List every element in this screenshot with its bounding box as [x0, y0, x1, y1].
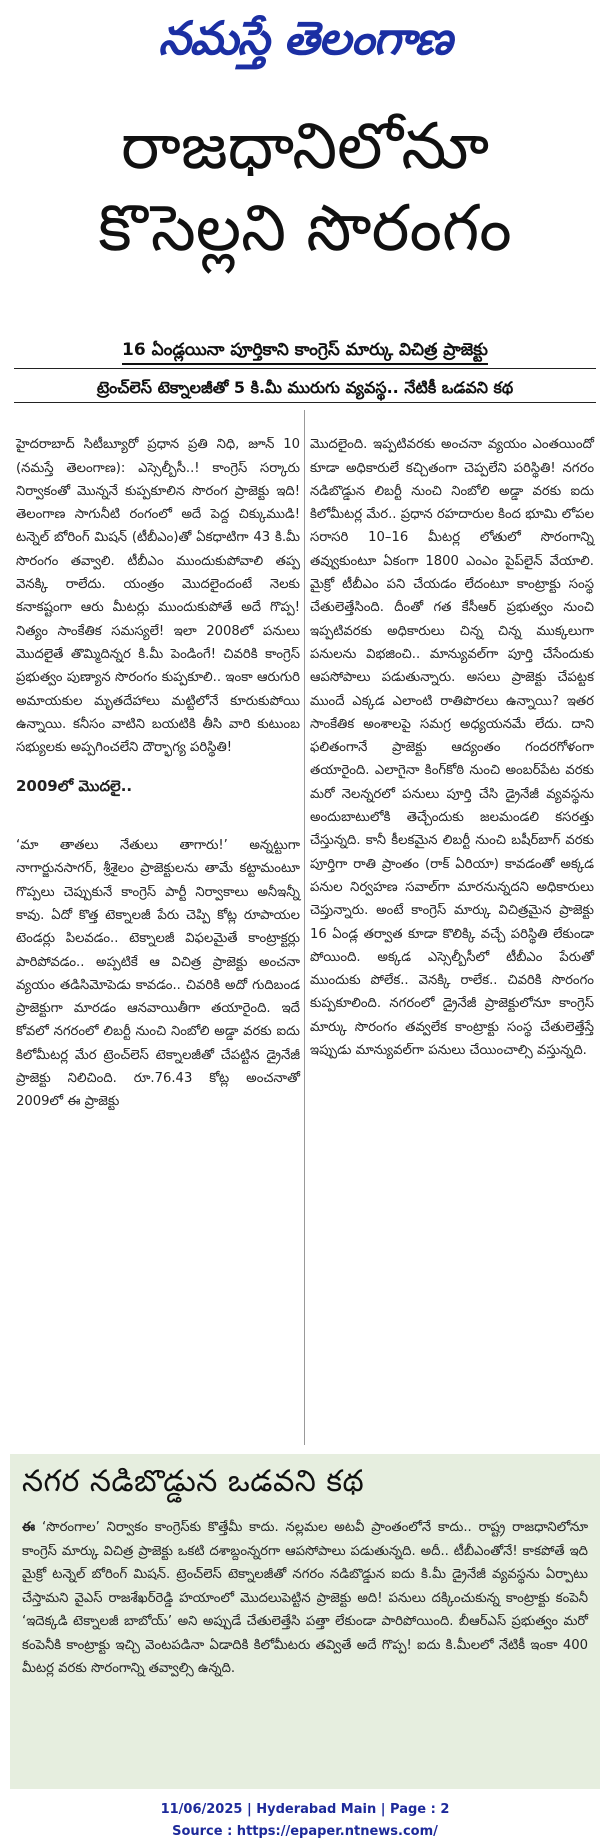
sidebar-box-body: [22, 1516, 588, 1681]
article-column-right: [310, 410, 594, 1062]
article-paragraph: ‘మా తాతలు నేతులు తాగారు!’ అన్నట్టుగా నాగార్జునసాగర్, శ్రీశైలం ప్రాజెక్టులను తామే కట్టామంటూ గొప్పలు చెప్పుకునే కాంగ్రెస్ పార్టీ నిర్వాకాలు అనీఇన్నీ కావు. ఏదో కొత్త టెక్నాలజీ పేరు చెప్పి కోట్ల రూపాయల టెండర్లు పిలవడం.. టెక్నాలజీ విఫలమైతే కాంట్రాక్టర్లు పారిపోవడం.. అప్పటికే ఆ విచిత్ర ప్రాజెక్టు అంచనా వ్యయం తడిసిమోపెడు కావడం.. చివరికి అదో గుదిబండ ప్రాజెక్టుగా మారడం ఆనవాయితీగా తయారైంది. ఇదే కోవలో నగరంలో లిబర్టీ నుంచి నింబోలి అడ్డా వరకు ఐదు కిలోమీటర్ల మేర ట్రెంచ్‌లెస్ టెక్నాలజీతో చేపట్టిన డ్రైనేజీ ప్రాజెక్టు నిలిచింది. రూ.76.43 కోట్ల అంచనాతో 2009లో ఈ ప్రాజెక్టు: [16, 838, 300, 1110]
footer-date-edition: 11/06/2025 | Hyderabad Main | Page : 2: [160, 1802, 450, 1817]
sidebar-box: [10, 1454, 600, 1789]
sidebar-box-lead: ఈ: [22, 1520, 36, 1535]
headline-line-2: కొసెల్లని సొరంగం: [98, 191, 512, 266]
divider-rule: [14, 402, 596, 403]
article-column-left: [16, 410, 300, 1114]
article-paragraph: హైదరాబాద్ సిటీబ్యూరో ప్రధాన ప్రతి నిధి, జూన్ 10 (నమస్తే తెలంగాణ): ఎస్సెల్బీసీ..! కాంగ్రెస్ సర్కారు నిర్వాకంతో మొన్ననే కుప్పకూలిన సొరంగ ప్రాజెక్టు ఇది! తెలంగాణ సాగునీటి రంగంలో అదే పెద్ద చిక్కుముడి! టన్నెల్ బోరింగ్ మిషన్ (టీబీఎం)తో ఏకధాటిగా 43 కి.మీ సొరంగం తవ్వాలి. టీబీఎం ముందుకుపోవాలి తప్ప వెనక్కి రాలేదు. యంత్రం మొదలైందంటే నెలకు కనాకష్టంగా ఆరు మీటర్లు ముందుకుపోతే అదే గొప్ప! నిత్యం సాంకేతిక సమస్యలే! ఇలా 2008లో పనులు మొదలైతే తొమ్మిదిన్నర కి.మీ పెండింగే! చివరికి కాంగ్రెస్ ప్రభుత్వం పుణ్యాన సొరంగం కుప్పకూలి.. ఇంకా ఆరుగురి అమాయకుల మృతదేహాలు మట్టిలోనే కూరుకుపోయి ఉన్నాయి. కనీసం వాటిని బయటికి తీసి వారి కుటుంబ సభ్యులకు అప్పగించలేని దౌర్భాగ్య పరిస్థితి!: [16, 437, 300, 756]
sidebar-box-text: ‘సొరంగాల’ నిర్వాకం కాంగ్రెస్‌కు కొత్తేమీ కాదు. నల్లమల అటవీ ప్రాంతంలోనే కాదు.. రాష్ట్ర రాజధానిలోనూ కాంగ్రెస్ మార్కు విచిత్ర ప్రాజెక్టు ఒకటి దశాబ్దంన్నరగా ఆపసోపాలు పడుతున్నది. అదీ.. టీబీఎంతోనే! కాకపోతే ఇది మైక్రో టన్నెల్ బోరింగ్ మిషన్. ట్రెంచ్‌లెస్ టెక్నాలజీతో నగరం నడిబొడ్డున ఐదు కి.మీ డ్రైనేజీ వ్యవస్థను ఏర్పాటు చేస్తామని వైఎస్ రాజశేఖర్‌రెడ్డి హయాంలో మొదలుపెట్టిన ప్రాజెక్టు అది! పనులు దక్కించుకున్న కాంట్రాక్టు కంపెనీ ‘ఇదెక్కడి టెక్నాలజీ బాబోయ్’ అని అప్పుడే చేతులెత్తేసి పత్తా లేకుండా పారిపోయింది. బీఆర్‌ఎస్ ప్రభుత్వం మరో కంపెనీకి కాంట్రాక్టు ఇచ్చి వెంటపడినా ఏడాదికి కిలోమీటరు తవ్వితే అదే గొప్ప! ఐదు కి.మీలలో నేటికీ ఇంకా 400 మీటర్ల వరకు సొరంగాన్ని తవ్వాల్సి ఉన్నది.: [22, 1520, 588, 1676]
article-paragraph: మొదలైంది. ఇప్పటివరకు అంచనా వ్యయం ఎంతయిందో కూడా అధికారులే కచ్చితంగా చెప్పలేని పరిస్థితి! నగరం నడిబొడ్డున లిబర్టీ నుంచి నింబోలి అడ్డా వరకు ఐదు కిలోమీటర్ల మేర.. ప్రధాన రహదారుల కింద భూమి లోపల సరాసరి 10–16 మీటర్ల లోతులో సొరంగాన్ని తవ్వుకుంటూ ఏకంగా 1800 ఎంఎం పైప్‌లైన్ వేయాలి. మైక్రో టీబీఎం పని చేయడం లేదంటూ కాంట్రాక్టు సంస్థ చేతులెత్తేసింది. దీంతో గత కేసీఆర్ ప్రభుత్వం నుంచి ఇప్పటివరకు అధికారులు చిన్న చిన్న ముక్కలుగా పనులను విభజించి.. మాన్యువల్‌గా పూర్తి చేసేందుకు ఆపసోపాలు పడుతున్నారు. అసలు ప్రాజెక్టు చేపట్టక ముందే ఎక్కడ ఎలాంటి రాతిపొరలు ఉన్నాయి? ఇతర సాంకేతిక అంశాలపై సమగ్ర అధ్యయనమే లేదు. దాని ఫలితంగానే ప్రాజెక్టు ఆద్యంతం గందరగోళంగా తయారైంది. ఎలాగైనా కింగ్‌కోఠి నుంచి అంబర్‌పేట వరకు మరో నెలన్నరలో పనులు పూర్తి చేసి డ్రైనేజీ వ్యవస్థను అందుబాటులోకి తెచ్చేందుకు జలమండలి కసరత్తు చేస్తున్నది. కానీ కీలకమైన లిబర్టీ నుంచి బషీర్‌బాగ్ వరకు పూర్తిగా రాతి ప్రాంతం (రాక్ ఏరియా) కావడంతో అక్కడ పనుల నిర్వహణ సవాల్‌గా మారనున్నదని అధికారులు చెప్తున్నారు. అంటే కాంగ్రెస్ మార్కు విచిత్రమైన ప్రాజెక్టు 16 ఏండ్ల తర్వాత కూడా కొలిక్కి వచ్చే పరిస్థితి లేకుండా పోయింది. అక్కడ ఎస్సెల్బీసీలో టీబీఎం పేరుతో ముందుకు పోలేక.. వెనక్కి రాలేక.. చివరికి సొరంగం కుప్పకూలింది. నగరంలో డ్రైనేజీ ప్రాజెక్టులోనూ కాంగ్రెస్ మార్కు సొరంగం తవ్వలేక కాంట్రాక్టు సంస్థ చేతులెత్తేస్తే ఇప్పుడు మాన్యువల్‌గా పనులు చేయించాల్సి వస్తున్నది.: [310, 437, 594, 1059]
column-divider: [304, 410, 305, 1445]
section-heading: 2009లో మొదలై..: [16, 777, 133, 796]
sidebar-box-title: నగర నడిబొడ్డున ఒడవని కథ: [22, 1464, 365, 1499]
masthead-title: నమస్తే తెలంగాణ: [158, 11, 452, 65]
page-footer: [0, 1799, 610, 1843]
divider-rule: [14, 368, 596, 369]
subheadline: [0, 340, 610, 364]
masthead-logo: [0, 0, 610, 88]
headline-line-1: రాజధానిలోనూ: [120, 110, 490, 184]
kicker: ట్రెంచ్‌లెస్ టెక్నాలజీతో 5 కి.మీ మురుగు వ్యవస్థ.. నేటికీ ఒడవని కథ: [96, 378, 514, 397]
footer-source-link[interactable]: Source : https://epaper.ntnews.com/: [172, 1824, 438, 1839]
headline: [0, 110, 610, 267]
subheadline-text: 16 ఏండ్లయినా పూర్తికాని కాంగ్రెస్ మార్కు విచిత్ర ప్రాజెక్టు: [122, 340, 488, 365]
